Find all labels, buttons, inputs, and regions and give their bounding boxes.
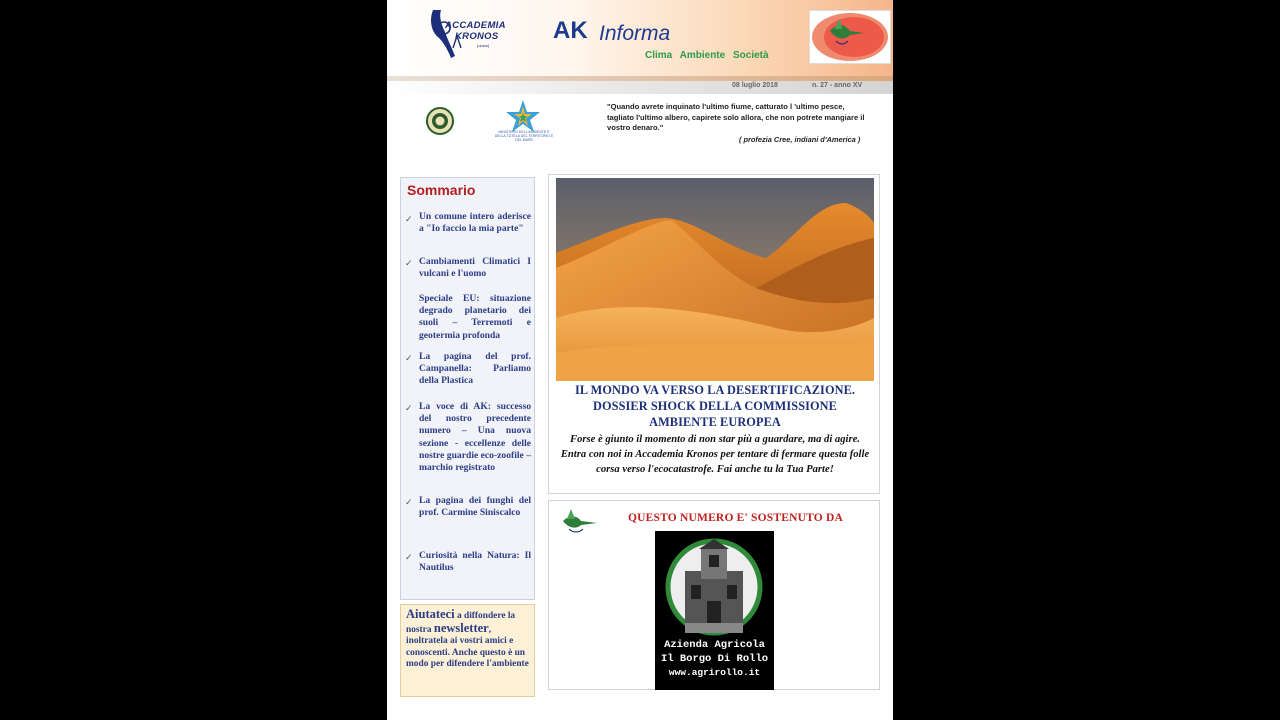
sponsor-box bbox=[548, 500, 880, 690]
issue-date: 08 luglio 2018 bbox=[732, 82, 778, 89]
check-icon: ✓ bbox=[405, 214, 413, 224]
check-icon: ✓ bbox=[405, 552, 413, 562]
sommario-item[interactable]: La voce di AK: successo del nostro precedente numero – Una nuova sezione - eccellenze delle nostre guardie eco-zoofile – marchio registrato bbox=[419, 401, 531, 474]
sponsor-logo[interactable] bbox=[655, 531, 774, 690]
header bbox=[387, 0, 893, 78]
sommario-panel bbox=[400, 177, 535, 600]
quote-source: ( profezia Cree, indiani d'America ) bbox=[739, 135, 861, 144]
issue-number: n. 27 - anno XV bbox=[812, 82, 863, 89]
help-word1: Aiutateci bbox=[406, 607, 455, 621]
article-headline[interactable]: IL MONDO VA VERSO LA DESERTIFICAZIONE. DOSSIER SHOCK DELLA COMMISSIONE AMBIENTE EUROPEA bbox=[574, 383, 856, 429]
help-box bbox=[400, 604, 535, 697]
farm-building-image bbox=[655, 531, 774, 641]
ministry-caption: MINISTERO DELL'AMBIENTE E DELLA TUTELA DEL TERRITORIO E DEL MARE bbox=[494, 130, 554, 142]
article-lead: Forse è giunto il momento di non star più a guardare, ma di agire. Entra con noi in Accademia Kronos per tentare di fermare questa folle corsa verso l'ecocatastrofe. Fai anche tu la Tua Parte! bbox=[560, 434, 870, 475]
newsletter-page bbox=[387, 0, 893, 720]
quote-text: "Quando avrete inquinato l'ultimo fiume, catturato l 'ultimo pesce, tagliato l'ultimo albero, capirete solo allora, che non potrete mangiare il vostro denaro." bbox=[607, 102, 865, 132]
sommario-title: Sommario bbox=[407, 182, 476, 198]
sommario-item[interactable]: La pagina dei funghi del prof. Carmine Siniscalco bbox=[419, 495, 531, 519]
check-icon: ✓ bbox=[405, 353, 413, 363]
hummingbird-icon bbox=[559, 507, 601, 537]
help-word2: newsletter bbox=[433, 620, 489, 635]
sommario-item[interactable]: Un comune intero aderisce a "Io faccio la mia parte" bbox=[419, 211, 531, 235]
sponsor-url[interactable]: www.agrirollo.it bbox=[668, 667, 761, 678]
hummingbird-logo bbox=[809, 10, 891, 64]
desert-dunes-image bbox=[556, 178, 874, 381]
sponsor-title: QUESTO NUMERO E' SOSTENUTO DA bbox=[628, 512, 843, 524]
logo-line1: ACCADEMIA bbox=[445, 20, 506, 31]
main-article bbox=[548, 174, 880, 494]
sommario-item[interactable]: Cambiamenti Climatici I vulcani e l'uomo bbox=[419, 256, 531, 280]
sommario-item[interactable]: Curiosità nella Natura: Il Nautilus bbox=[419, 550, 531, 574]
logo-line2: KRONOS bbox=[455, 31, 499, 42]
help-text1: a diffondere la nostra bbox=[406, 611, 516, 635]
sponsor-name2: Il Borgo Di Rollo bbox=[660, 653, 769, 665]
title-informa: Informa bbox=[599, 22, 671, 45]
title-ak: AK bbox=[553, 17, 588, 44]
check-icon: ✓ bbox=[405, 497, 413, 507]
sommario-item[interactable]: Speciale EU: situazione degrado planetario dei suoli – Terremoti e geotermia profonda bbox=[419, 293, 531, 341]
logo-text bbox=[445, 20, 506, 42]
logo-sub: (onlus) bbox=[477, 43, 490, 48]
emblem-seal-icon bbox=[426, 107, 454, 135]
subtitle: Clima Ambiente Società bbox=[645, 50, 769, 61]
help-text2: , inoltratela ai vostri amici e conoscenti. Anche questo è un modo per difendere l'ambiente bbox=[406, 624, 529, 670]
check-icon: ✓ bbox=[405, 403, 413, 413]
sponsor-name1: Azienda Agricola bbox=[664, 639, 765, 651]
sommario-item[interactable]: La pagina del prof. Campanella: Parliamo della Plastica bbox=[419, 351, 531, 387]
check-icon: ✓ bbox=[405, 258, 413, 268]
